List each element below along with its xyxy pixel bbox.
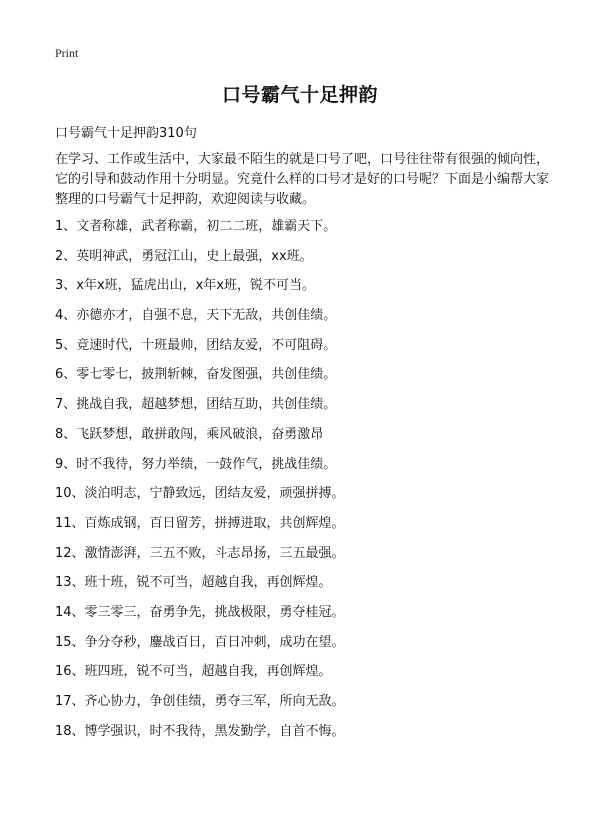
intro-paragraph: 在学习、工作或生活中，大家最不陌生的就是口号了吧，口号往往带有很强的倾向性，它的引导和鼓动作用十分明显。究竟什么样的口号才是好的口号呢？下面是小编帮大家整理的口号霸气十足押韵，欢迎阅读与收藏。 [55,152,550,207]
list-item: 5、竞速时代，十班最帅，团结友爱，不可阻碍。 [55,337,337,353]
list-item: 15、争分夺秒，鏖战百日，百日冲刺，成功在望。 [55,634,345,650]
list-item: 3、x年x班，猛虎出山，x年x班，锐不可当。 [55,278,316,294]
list-item: 9、时不我待，努力举绩，一鼓作气，挑战佳绩。 [55,456,337,472]
page-title: 口号霸气十足押韵 [221,84,378,106]
list-item: 14、零三零三，奋勇争先，挑战极限，勇夺桂冠。 [55,604,345,620]
print-link[interactable]: Print [55,46,79,60]
list-item: 16、班四班，锐不可当，超越自我，再创辉煌。 [55,664,332,680]
list-item: 13、班十班，锐不可当，超越自我，再创辉煌。 [55,575,332,591]
list-item: 11、百炼成钢，百日留芳，拼搏进取，共创辉煌。 [55,515,345,531]
list-item: 12、激情澎湃，三五不败，斗志昂扬，三五最强。 [55,545,345,561]
list-item: 17、齐心协力，争创佳绩，勇夺三军，所向无敌。 [55,694,345,709]
list-item: 6、零七零七，披荆斩棘，奋发图强，共创佳绩。 [55,367,337,383]
slogan-list [55,217,555,751]
subtitle: 口号霸气十足押韵310句 [55,126,197,141]
list-item: 8、飞跃梦想，敢拼敢闯，乘风破浪，奋勇激昂 [55,426,324,442]
list-item: 7、挑战自我，超越梦想，团结互助，共创佳绩。 [55,397,337,413]
list-item: 10、淡泊明志，宁静致远，团结友爱，顽强拼搏。 [55,486,345,502]
list-item: 1、文者称雄，武者称霸，初二二班，雄霸天下。 [55,219,337,234]
list-item: 4、亦德亦才，自强不息，天下无敌，共创佳绩。 [55,308,337,324]
list-item: 18、博学强识，时不我待，黑发勤学，自首不悔。 [55,723,345,739]
list-item: 2、英明神武，勇冠江山，史上最强，xx班。 [55,248,313,264]
